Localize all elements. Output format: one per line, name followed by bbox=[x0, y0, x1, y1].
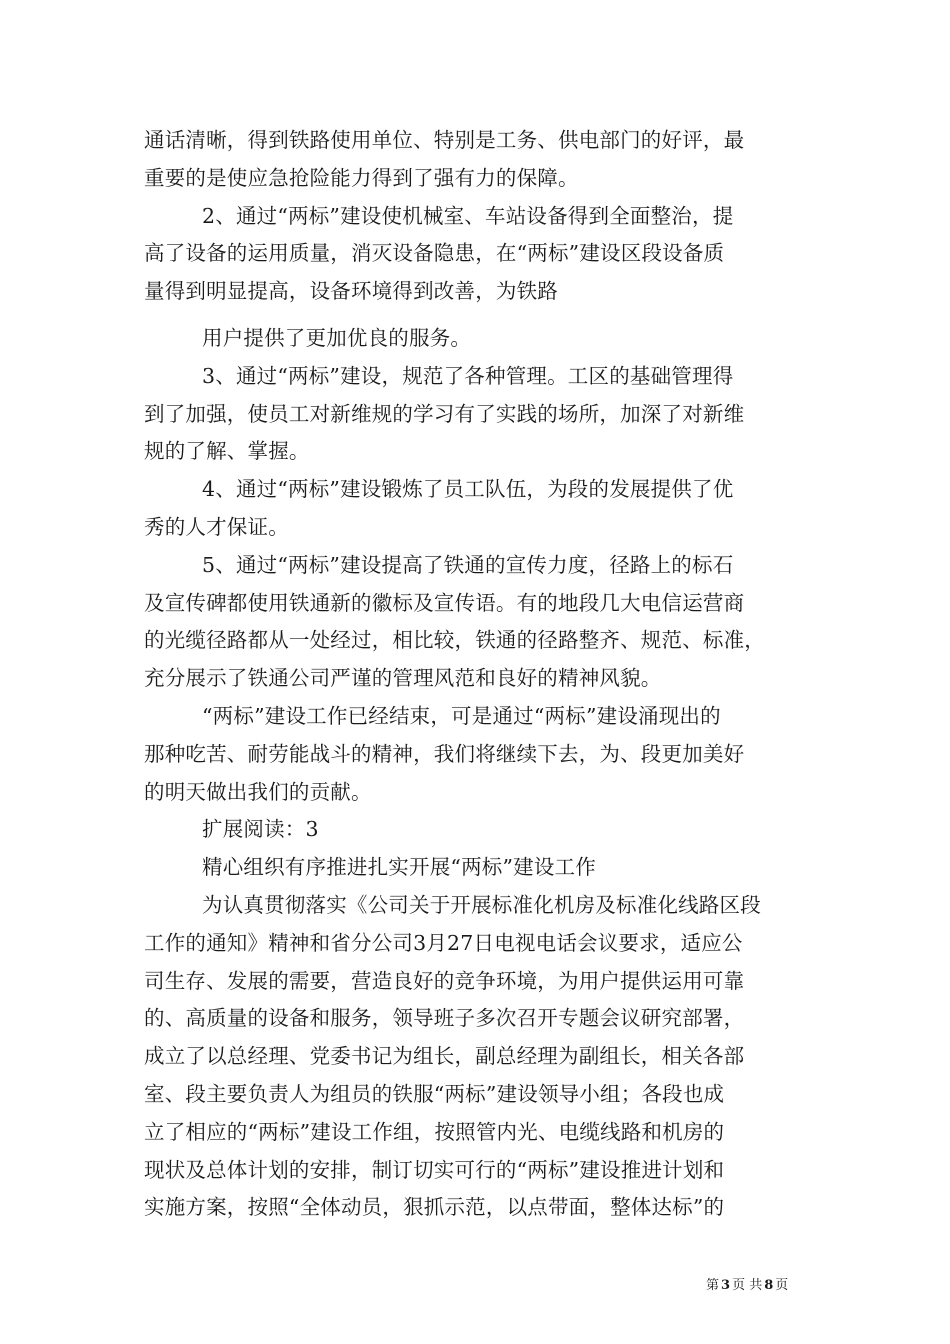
text-line: 那种吃苦、耐劳能战斗的精神，我们将继续下去，为、段更加美好 bbox=[144, 741, 745, 766]
text-line: 立了相应的“两标”建设工作组，按照管内光、电缆线路和机房的 bbox=[144, 1119, 725, 1144]
page-footer bbox=[0, 1274, 950, 1298]
paragraph-start: 3、通过“两标”建设，规范了各种管理。工区的基础管理得 bbox=[202, 363, 734, 388]
text-line: 及宣传碑都使用铁通新的徽标及宣传语。有的地段几大电信运营商 bbox=[144, 590, 745, 615]
paragraph-start: 2、通过“两标”建设使机械室、车站设备得到全面整治，提 bbox=[202, 203, 734, 228]
text-line: 通话清晰，得到铁路使用单位、特别是工务、供电部门的好评，最 bbox=[144, 128, 745, 152]
text-line: 高了设备的运用质量，消灭设备隐患，在“两标”建设区段设备质 bbox=[144, 241, 725, 266]
page-middle: 页 共 bbox=[732, 1278, 763, 1293]
text-line: 重要的是使应急抢险能力得到了强有力的保障。 bbox=[144, 165, 579, 190]
text-line: 充分展示了铁通公司严谨的管理风范和良好的精神风貌。 bbox=[144, 666, 662, 691]
text-line: 到了加强，使员工对新维规的学习有了实践的场所，加深了对新维 bbox=[144, 401, 745, 426]
text-line: 规的了解、掌握。 bbox=[144, 439, 310, 464]
page-suffix: 页 bbox=[775, 1278, 789, 1293]
page-prefix: 第 bbox=[706, 1278, 720, 1293]
paragraph-start: 为认真贯彻落实《公司关于开展标准化机房及标准化线路区段 bbox=[202, 892, 761, 917]
document-body bbox=[144, 122, 824, 1227]
text-line: 成立了以总经理、党委书记为组长，副总经理为副组长，相关各部 bbox=[144, 1044, 745, 1069]
paragraph-start: 5、通过“两标”建设提高了铁通的宣传力度，径路上的标石 bbox=[202, 552, 734, 577]
text-line: 室、段主要负责人为组员的铁服“两标”建设领导小组；各段也成 bbox=[144, 1081, 725, 1106]
paragraph-start: “两标”建设工作已经结束，可是通过“两标”建设涌现出的 bbox=[202, 703, 721, 728]
text-line: 的光缆径路都从一处经过，相比较，铁通的径路整齐、规范、标准， bbox=[144, 628, 765, 653]
current-page-number: 3 bbox=[721, 1278, 731, 1293]
text-line: 现状及总体计划的安排，制订切实可行的“两标”建设推进计划和 bbox=[144, 1157, 725, 1182]
text-line: 的明天做出我们的贡献。 bbox=[144, 779, 372, 804]
page-number-indicator bbox=[706, 1274, 788, 1298]
text-line: 实施方案，按照“全体动员，狠抓示范，以点带面，整体达标”的 bbox=[144, 1195, 725, 1220]
section-title: 精心组织有序推进扎实开展“两标”建设工作 bbox=[202, 855, 596, 880]
text-line: 的、高质量的设备和服务，领导班子多次召开专题会议研究部署， bbox=[144, 1006, 745, 1031]
paragraph-start: 用户提供了更加优良的服务。 bbox=[202, 325, 472, 350]
text-line: 量得到明显提高，设备环境得到改善，为铁路 bbox=[144, 279, 558, 304]
text-line: 工作的通知》精神和省分公司3月27日电视电话会议要求，适应公 bbox=[144, 930, 743, 955]
total-pages-number: 8 bbox=[764, 1278, 774, 1293]
text-line: 司生存、发展的需要，营造良好的竞争环境，为用户提供运用可靠 bbox=[144, 968, 745, 993]
paragraph-start: 4、通过“两标”建设锻炼了员工队伍，为段的发展提供了优 bbox=[202, 477, 734, 502]
text-line: 秀的人才保证。 bbox=[144, 514, 289, 539]
extended-reading-label: 扩展阅读：3 bbox=[202, 817, 319, 842]
